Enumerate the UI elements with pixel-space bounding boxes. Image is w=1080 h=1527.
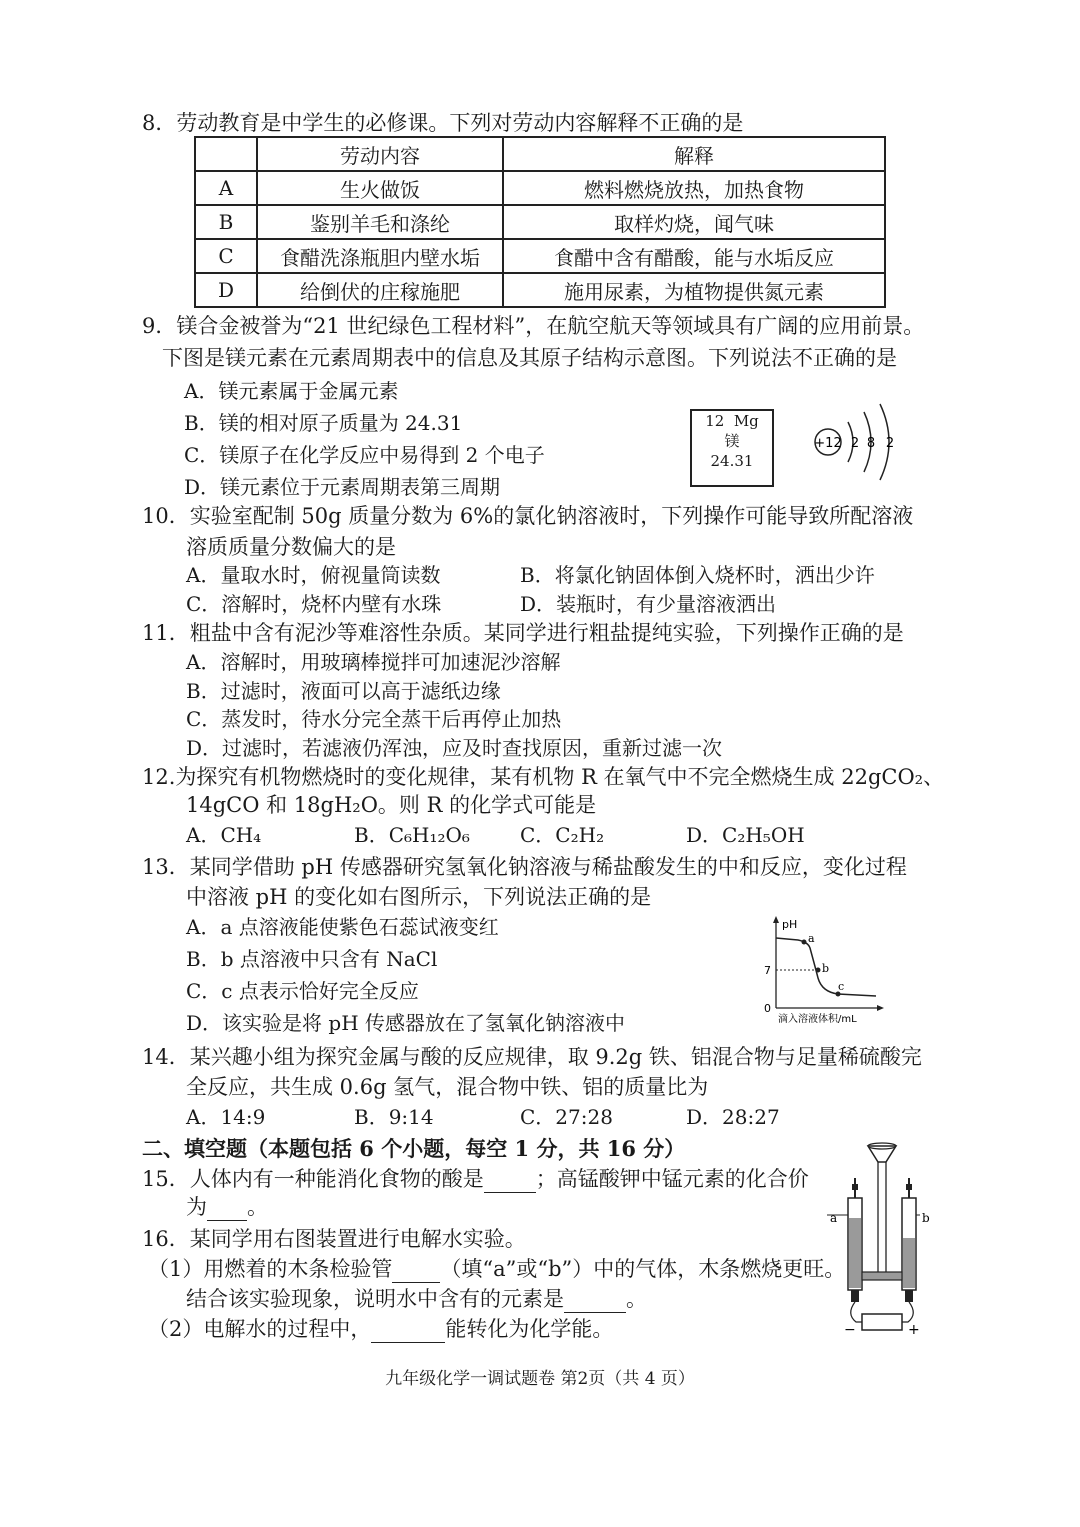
q16-text: 结合该实验现象，说明水中含有的元素是	[186, 1287, 564, 1311]
q9-option-a: A．镁元素属于金属元素	[184, 379, 399, 403]
q11-stem: 11．粗盐中含有泥沙等难溶性杂质。某同学进行粗盐提纯实验，下列操作正确的是	[142, 621, 904, 645]
q12-option-c: C．C₂H₂	[520, 823, 605, 847]
shell-count: 8	[866, 436, 876, 451]
q10-option-b: B．将氯化钠固体倒入烧杯时，洒出少许	[520, 563, 875, 587]
row-content: 生火做饭	[257, 171, 503, 205]
q12-option-d: D．C₂H₅OH	[686, 823, 805, 847]
q9-option-d: D．镁元素位于元素周期表第三周期	[184, 475, 501, 499]
row-explain: 施用尿素，为植物提供氮元素	[503, 273, 885, 307]
q8-table	[194, 136, 886, 308]
tick-label: 7	[764, 964, 771, 977]
q12-option-a: A．CH₄	[186, 823, 262, 847]
q10-option-a: A．量取水时，俯视量筒读数	[186, 563, 441, 587]
point-a	[802, 940, 807, 945]
table-header-cell	[195, 137, 257, 171]
table-row	[195, 171, 885, 205]
periodic-table-cell	[690, 409, 774, 487]
answer-blank	[371, 1316, 445, 1343]
q16-sub2	[148, 1316, 613, 1343]
q15-text: 15．人体内有一种能消化食物的酸是	[142, 1167, 484, 1191]
q11-option-c: C．蒸发时，待水分完全蒸干后再停止加热	[186, 707, 562, 731]
row-content: 鉴别羊毛和涤纶	[257, 205, 503, 239]
q9-line1: 9．镁合金被誉为“21 世纪绿色工程材料”，在航空航天等领域具有广阔的应用前景。	[142, 314, 925, 338]
q16-text: （1）用燃着的木条检验管	[148, 1257, 393, 1281]
row-label: C	[195, 239, 257, 273]
tube-label-a: a	[830, 1211, 838, 1225]
q13-option-b: B．b 点溶液中只含有 NaCl	[186, 947, 438, 971]
tube-label-b: b	[922, 1211, 930, 1225]
q14-option-d: D．28:27	[686, 1105, 780, 1129]
q15-text: ；高锰酸钾中锰元素的化合价	[535, 1167, 809, 1191]
table-header-row	[195, 137, 885, 171]
point-b	[816, 968, 821, 973]
atom-structure-diagram	[808, 398, 908, 490]
q10-line1: 10．实验室配制 50g 质量分数为 6%的氯化钠溶液时，下列操作可能导致所配溶液	[142, 504, 914, 528]
row-content: 给倒伏的庄稼施肥	[257, 273, 503, 307]
q12-option-b: B．C₆H₁₂O₆	[354, 823, 470, 847]
q11-option-d: D．过滤时，若滤液仍浑浊，应及时查找原因，重新过滤一次	[186, 736, 723, 760]
q13-line1: 13．某同学借助 pH 传感器研究氢氧化钠溶液与稀盐酸发生的中和反应，变化过程	[142, 855, 907, 879]
q16-text: 能转化为化学能。	[445, 1317, 614, 1341]
q10-option-c: C．溶解时，烧杯内壁有水珠	[186, 592, 442, 616]
q15-line2	[186, 1194, 268, 1221]
q13-option-c: C．c 点表示恰好完全反应	[186, 979, 419, 1003]
point-label: b	[822, 962, 830, 975]
row-explain: 燃料燃烧放热，加热食物	[503, 171, 885, 205]
q9-option-b: B．镁的相对原子质量为 24.31	[184, 411, 463, 435]
plus-sign: +	[908, 1322, 920, 1338]
table-header-cell: 解释	[503, 137, 885, 171]
table-header-cell: 劳动内容	[257, 137, 503, 171]
table-row	[195, 273, 885, 307]
y-axis-label: pH	[782, 918, 798, 931]
row-label: A	[195, 171, 257, 205]
q11-option-a: A．溶解时，用玻璃棒搅拌可加速泥沙溶解	[186, 650, 561, 674]
answer-blank	[484, 1166, 536, 1193]
q13-option-a: A．a 点溶液能使紫色石蕊试液变红	[186, 915, 499, 939]
answer-blank	[207, 1194, 247, 1221]
atomic-number: 12	[705, 412, 725, 430]
row-explain: 取样灼烧，闻气味	[503, 205, 885, 239]
ph-curve-graph	[758, 912, 888, 1024]
q14-line2: 全反应，共生成 0.6g 氢气，混合物中铁、铝的质量比为	[186, 1075, 709, 1099]
answer-blank	[564, 1286, 626, 1313]
q9-option-c: C．镁原子在化学反应中易得到 2 个电子	[184, 443, 545, 467]
x-axis-label: 滴入溶液体积/mL	[778, 1014, 857, 1024]
shell-count: 2	[850, 436, 860, 451]
origin-label: 0	[764, 1002, 771, 1015]
q16-text: 。	[626, 1287, 647, 1311]
row-label: D	[195, 273, 257, 307]
q10-option-d: D．装瓶时，有少量溶液洒出	[520, 592, 777, 616]
table-row	[195, 205, 885, 239]
atomic-mass: 24.31	[710, 452, 754, 470]
q16-text: （填“a”或“b”）中的气体，木条燃烧更旺。	[440, 1257, 846, 1281]
q11-option-b: B．过滤时，液面可以高于滤纸边缘	[186, 679, 501, 703]
q15-line1	[142, 1166, 809, 1193]
page-footer: 九年级化学一调试题卷 第2页（共 4 页）	[385, 1369, 695, 1389]
electrolysis-apparatus	[826, 1138, 936, 1344]
q14-option-b: B．9:14	[354, 1105, 434, 1129]
q14-line1: 14．某兴趣小组为探究金属与酸的反应规律，取 9.2g 铁、铝混合物与足量稀硫酸完	[142, 1045, 922, 1069]
minus-sign: −	[844, 1322, 856, 1338]
row-content: 食醋洗涤瓶胆内壁水垢	[257, 239, 503, 273]
answer-blank	[392, 1256, 440, 1283]
point-label: a	[808, 932, 815, 945]
q14-option-a: A．14:9	[186, 1105, 266, 1129]
section-heading: 二、填空题（本题包括 6 个小题，每空 1 分，共 16 分）	[142, 1136, 686, 1161]
q13-line2: 中溶液 pH 的变化如右图所示，下列说法正确的是	[186, 885, 652, 909]
q16-stem: 16．某同学用右图装置进行电解水实验。	[142, 1227, 526, 1251]
q8-stem: 8．劳动教育是中学生的必修课。下列对劳动内容解释不正确的是	[142, 111, 744, 135]
q10-line2: 溶质质量分数偏大的是	[186, 535, 396, 559]
element-name: 镁	[724, 432, 740, 450]
q14-option-c: C．27:28	[520, 1105, 613, 1129]
element-symbol: Mg	[733, 412, 759, 430]
point-label: c	[838, 980, 845, 993]
q15-text: 为	[186, 1195, 207, 1219]
nucleus-label: +12	[814, 436, 842, 451]
q9-line2: 下图是镁元素在元素周期表中的信息及其原子结构示意图。下列说法不正确的是	[162, 346, 897, 370]
q15-text: 。	[247, 1195, 268, 1219]
q12-line2: 14gCO 和 18gH₂O。则 R 的化学式可能是	[186, 793, 597, 817]
row-explain: 食醋中含有醋酸，能与水垢反应	[503, 239, 885, 273]
q16-text: （2）电解水的过程中，	[148, 1317, 372, 1341]
q12-line1: 12.为探究有机物燃烧时的变化规律，某有机物 R 在氧气中不完全燃烧生成 22gCO₂、	[142, 765, 945, 789]
q16-sub1-line1	[148, 1256, 845, 1283]
shell-count: 2	[885, 436, 895, 451]
table-row	[195, 239, 885, 273]
q16-sub1-line2	[186, 1286, 647, 1313]
q13-option-d: D．该实验是将 pH 传感器放在了氢氧化钠溶液中	[186, 1011, 625, 1035]
row-label: B	[195, 205, 257, 239]
